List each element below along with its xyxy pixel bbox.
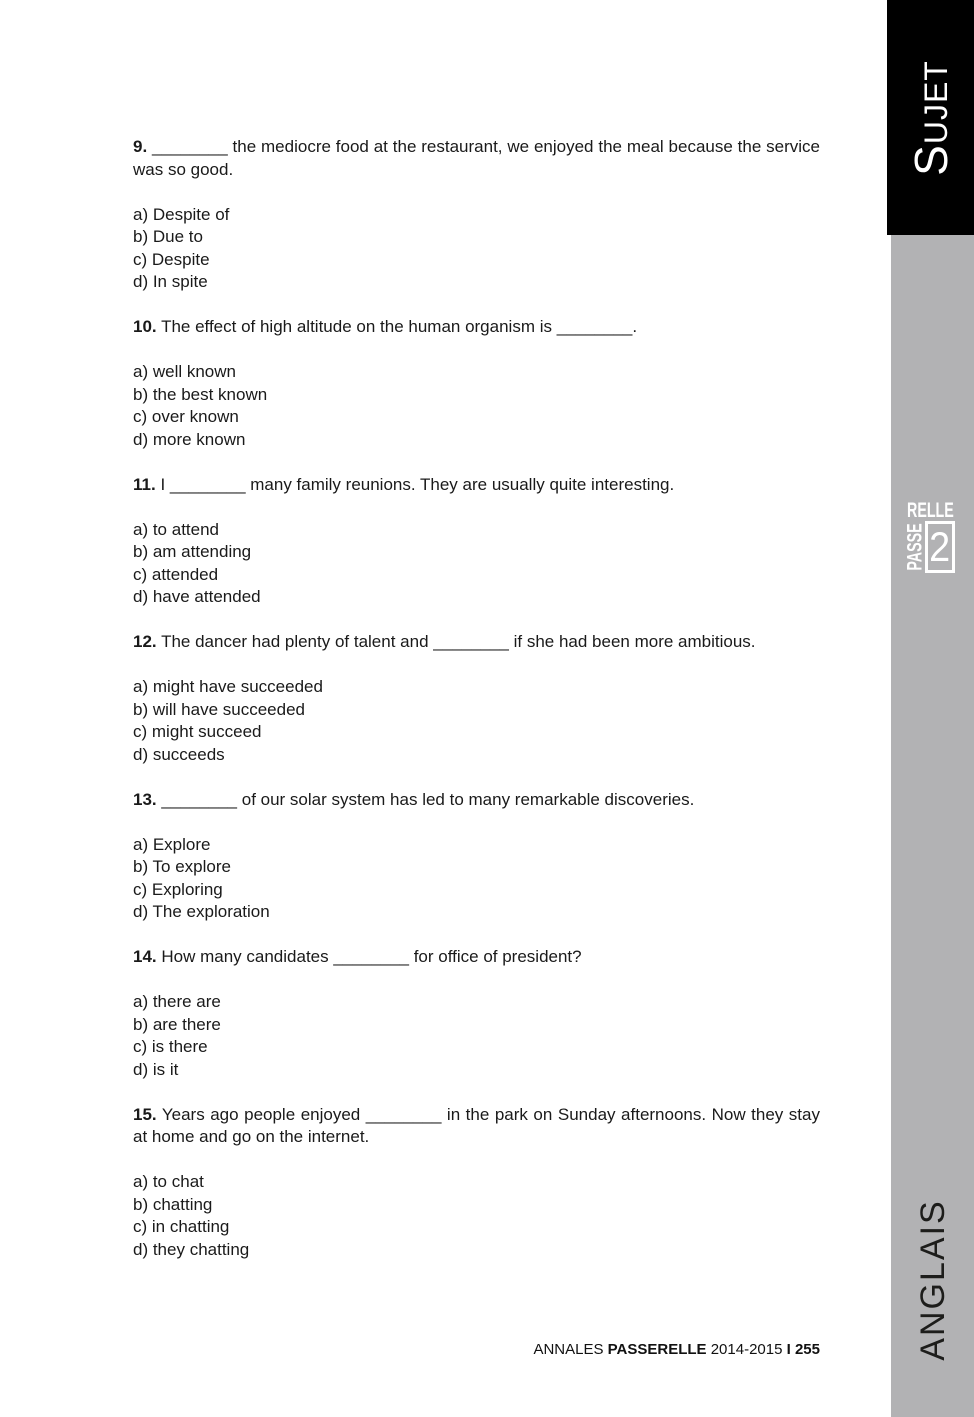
question-block-15 (133, 1104, 820, 1262)
option-c: c) in chatting (133, 1217, 230, 1236)
question-number: 11. (133, 474, 156, 494)
badge-text-passe: PASSE (903, 523, 927, 571)
question-text-line (133, 631, 820, 654)
question-text: ________ the mediocre food at the restaurant, we enjoyed the meal because the service was so good. (133, 137, 820, 179)
badge-number: 2 (929, 523, 951, 570)
anglais-vertical-label: ANGLAIS (913, 1199, 952, 1361)
question-text-line (133, 136, 820, 181)
option-d: d) is it (133, 1059, 179, 1079)
question-text-line (133, 1104, 820, 1149)
option-d: d) The exploration (133, 902, 270, 921)
option-a: a) might have succeeded (133, 677, 323, 696)
option-b: b) chatting (133, 1194, 213, 1214)
option-a: a) to chat (133, 1172, 204, 1191)
passerelle-badge (903, 499, 956, 576)
option-a: a) well known (133, 362, 236, 381)
option-a: a) there are (133, 992, 221, 1011)
options-list (133, 361, 820, 451)
option-b: b) Due to (133, 227, 203, 246)
question-text-line (133, 946, 820, 969)
question-block-9 (133, 136, 820, 294)
question-number: 12. (133, 632, 157, 651)
question-text: The dancer had plenty of talent and ________ if she had been more ambitious. (161, 632, 756, 651)
options-list (133, 204, 820, 294)
question-number: 15. (133, 1104, 157, 1124)
question-text: The effect of high altitude on the human organism is ________. (161, 317, 638, 336)
footer-separator: I (786, 1341, 791, 1358)
question-number: 13. (133, 789, 157, 809)
question-text: Years ago people enjoyed ________ in the park on Sunday afternoons. Now they stay at home and go on the internet. (133, 1104, 820, 1146)
option-c: c) attended (133, 564, 219, 584)
sujet-rest: UJET (917, 59, 954, 144)
options-list (133, 519, 820, 609)
sujet-tab (887, 0, 974, 235)
option-a: a) Explore (133, 834, 211, 854)
option-c: c) is there (133, 1037, 208, 1056)
option-a: a) Despite of (133, 204, 230, 224)
question-block-11 (133, 474, 820, 609)
question-block-10 (133, 316, 820, 451)
question-block-13 (133, 789, 820, 924)
question-number: 10. (133, 317, 157, 336)
option-c: c) Despite (133, 249, 210, 269)
question-number: 9. (133, 137, 148, 156)
option-d: d) more known (133, 429, 246, 449)
question-text-line (133, 474, 820, 497)
question-block-14 (133, 946, 820, 1081)
footer-annales: ANNALES (533, 1341, 604, 1358)
option-b: b) To explore (133, 857, 231, 876)
questions-content (133, 136, 820, 1284)
option-d: d) In spite (133, 272, 208, 291)
option-c: c) might succeed (133, 722, 262, 741)
option-a: a) to attend (133, 519, 220, 539)
option-b: b) the best known (133, 384, 268, 404)
options-list (133, 676, 820, 766)
options-list (133, 834, 820, 924)
option-d: d) succeeds (133, 744, 225, 764)
question-text-line (133, 316, 820, 339)
question-text: ________ of our solar system has led to many remarkable discoveries. (161, 789, 695, 809)
option-d: d) they chatting (133, 1239, 250, 1259)
sujet-vertical-label (904, 59, 957, 176)
option-d: d) have attended (133, 587, 261, 606)
footer-page-number: 255 (794, 1341, 820, 1358)
option-c: c) Exploring (133, 879, 223, 899)
option-b: b) am attending (133, 542, 252, 561)
question-text-line (133, 789, 820, 812)
option-b: b) are there (133, 1014, 221, 1034)
options-list (133, 1171, 820, 1261)
sujet-initial: S (904, 143, 957, 176)
badge-text-relle: RELLE (907, 499, 954, 522)
options-list (133, 991, 820, 1081)
question-block-12 (133, 631, 820, 766)
option-c: c) over known (133, 407, 239, 426)
footer-years: 2014-2015 (710, 1341, 783, 1358)
option-b: b) will have succeeded (133, 699, 305, 719)
question-text: I ________ many family reunions. They are usually quite interesting. (160, 474, 675, 494)
question-text: How many candidates ________ for office of president? (161, 947, 582, 966)
footer-brand: PASSERELLE (607, 1341, 707, 1358)
badge-number-box (925, 521, 955, 573)
page-footer (533, 1341, 820, 1358)
question-number: 14. (133, 947, 157, 966)
